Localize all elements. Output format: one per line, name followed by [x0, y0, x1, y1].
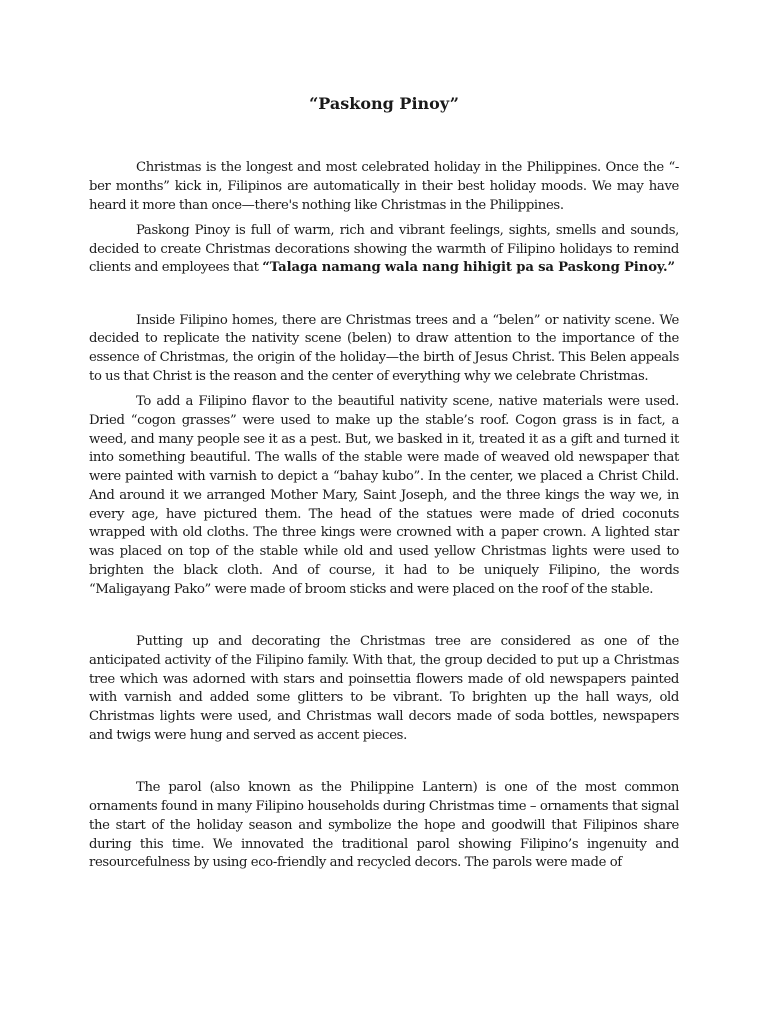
document-title: “Paskong Pinoy”: [309, 94, 459, 113]
paragraph-filipino-flavor: To add a Filipino flavor to the beautiful nativity scene, native materials were used. Dried “cogon grasses” were used to make up the stable’s roof. Cogon grass is in fact, a weed, and many people see it as a pest. But, we basked in it, treated it as a gift and turned it into something beautiful. The walls of the stable were made of weaved old newspaper that were painted with varnish to depict a “bahay kubo”. In the center, we placed a Christ Child. And around it we arranged Mother Mary, Saint Joseph, and the three kings the way we, in every age, have pictured them. The head of the statues were made of dried coconuts wrapped with old cloths. The three kings were crowned with a paper crown. A lighted star was placed on top of the stable while old and used yellow Christmas lights were used to brighten the black cloth. And of course, it had to be uniquely Filipino, the words “Maligayang Pako” were made of broom sticks and were placed on the roof of the stable.: [89, 394, 679, 597]
paragraph-belen: Inside Filipino homes, there are Christmas trees and a “belen” or nativity scene. We decided to replicate the nativity scene (belen) to draw attention to the importance of the essence of Christmas, the origin of the holiday—the birth of Jesus Christ. This Belen appeals to us that Christ is the reason and the center of everything why we celebrate Christmas.: [89, 312, 679, 384]
paragraph-christmas-tree: Putting up and decorating the Christmas tree are considered as one of the anticipated activity of the Filipino family. With that, the group decided to put up a Christmas tree which was adorned with stars and poinsettia flowers made of old newspapers painted with varnish and added some glitters to be vibrant. To brighten up the hall ways, old Christmas lights were used, and Christmas wall decors made of soda bottles, newspapers and twigs were hung and served as accent pieces.: [89, 634, 679, 743]
paragraph-intro: Christmas is the longest and most celebrated holiday in the Philippines. Once the “-ber months” kick in, Filipinos are automatically in their best holiday moods. We may have heard it more than once—there's nothing like Christmas in the Philippines.: [89, 160, 679, 213]
document-body: [89, 159, 679, 873]
paragraph-paskong-pinoy-text: Paskong Pinoy is full of warm, rich and vibrant feelings, sights, smells and sounds, decided to create Christmas decorations showing the warmth of Filipino holidays to remind clients and employees that: [89, 222, 679, 276]
paragraph-parol: The parol (also known as the Philippine Lantern) is one of the most common ornaments found in many Filipino households during Christmas time – ornaments that signal the start of the holiday season and symbolize the hope and goodwill that Filipinos share during this time. We innovated the traditional parol showing Filipino’s ingenuity and resourcefulness by using eco-friendly and recycled decors. The parols were made of: [89, 780, 679, 871]
paragraph-paskong-pinoy: [89, 222, 679, 278]
paragraph-paskong-pinoy-quote: “Talaga namang wala nang hihigit pa sa Paskong Pinoy.”: [262, 260, 675, 276]
